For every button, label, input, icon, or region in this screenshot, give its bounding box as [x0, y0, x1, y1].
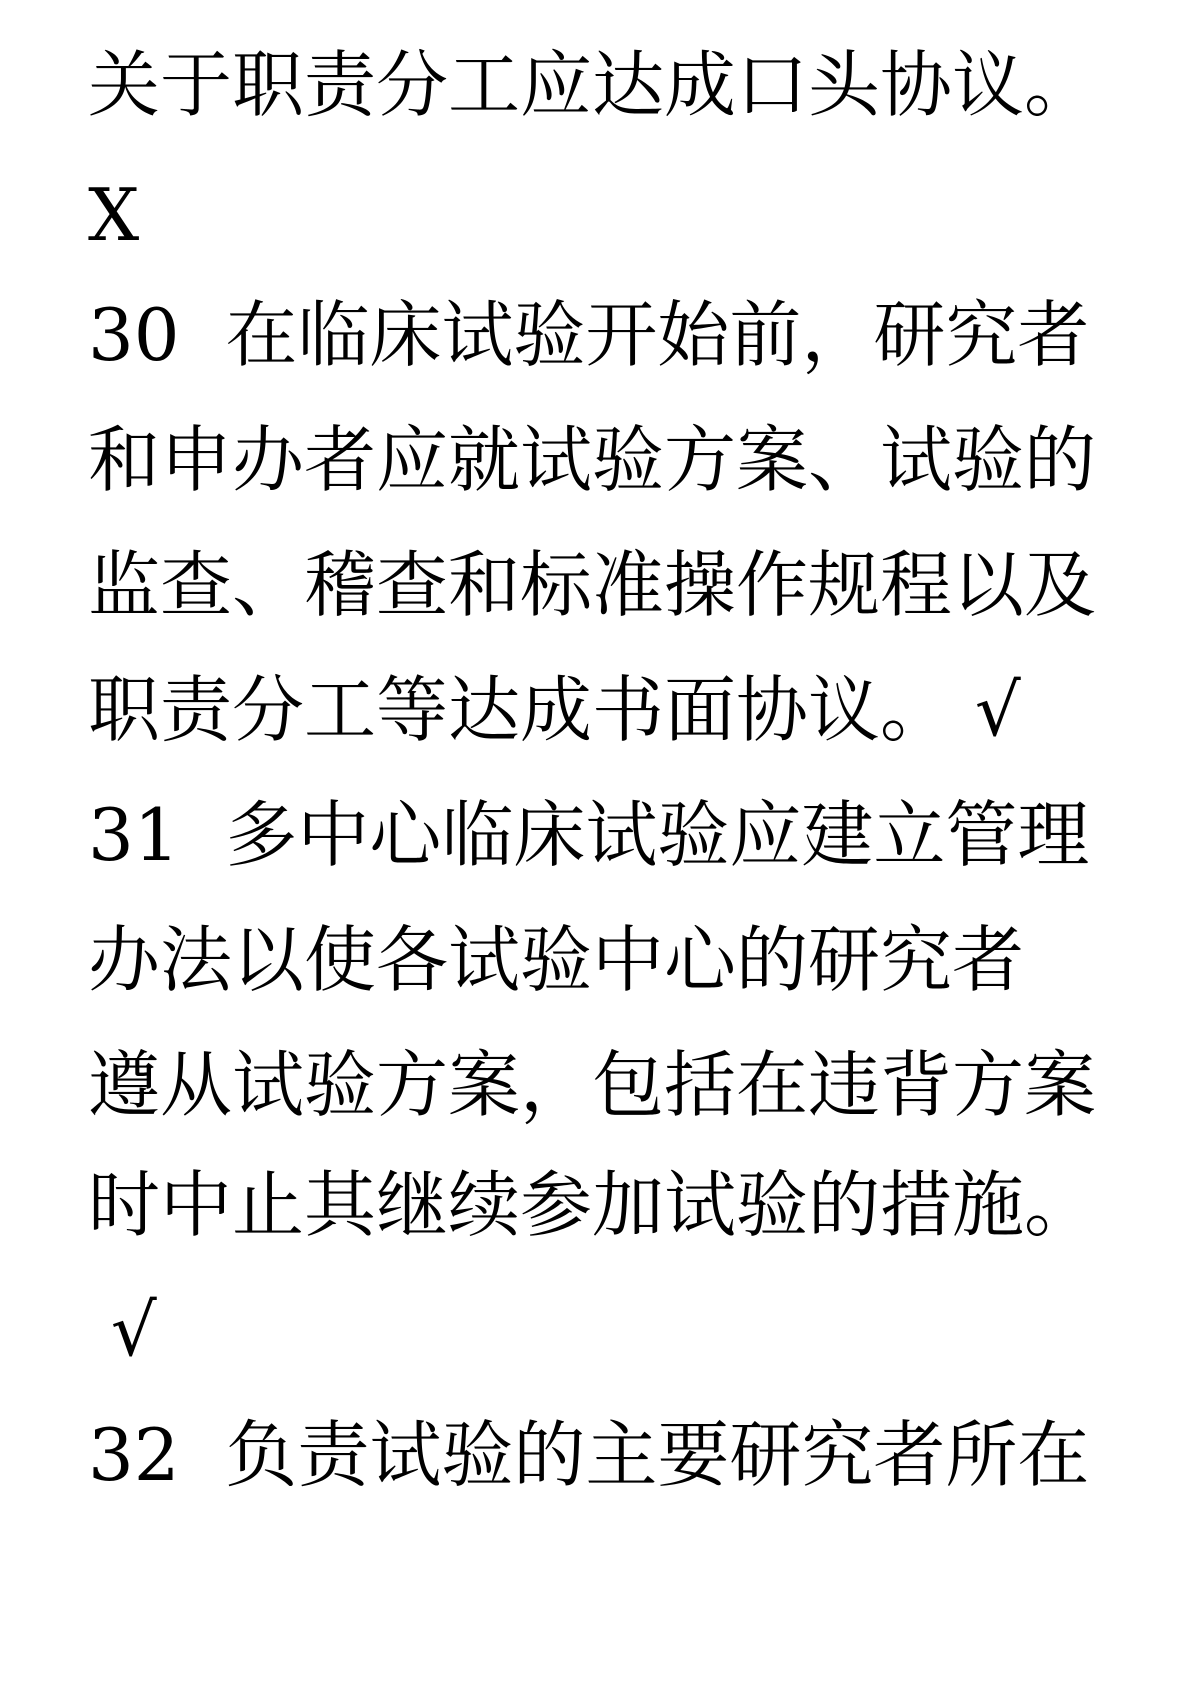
text-line: 办法以使各试验中心的研究者: [88, 918, 1025, 1002]
text-line: 和申办者应就试验方案、试验的: [88, 418, 1097, 502]
text-line: 遵从试验方案，包括在违背方案: [88, 1043, 1097, 1127]
text-line: 时中止其继续参加试验的措施。: [88, 1163, 1097, 1247]
question-31-line: 31 多中心临床试验应建立管理: [88, 793, 1090, 877]
text-line: 职责分工等达成书面协议。 √: [88, 668, 1021, 752]
text-line: 关于职责分工应达成口头协议。: [88, 43, 1097, 127]
text-line: 监查、稽查和标准操作规程以及: [88, 543, 1097, 627]
answer-mark-false: X: [88, 173, 140, 257]
answer-mark-true: √: [88, 1288, 157, 1372]
question-32-line: 32 负责试验的主要研究者所在: [88, 1413, 1090, 1497]
question-30-line: 30 在临床试验开始前，研究者: [88, 293, 1090, 377]
